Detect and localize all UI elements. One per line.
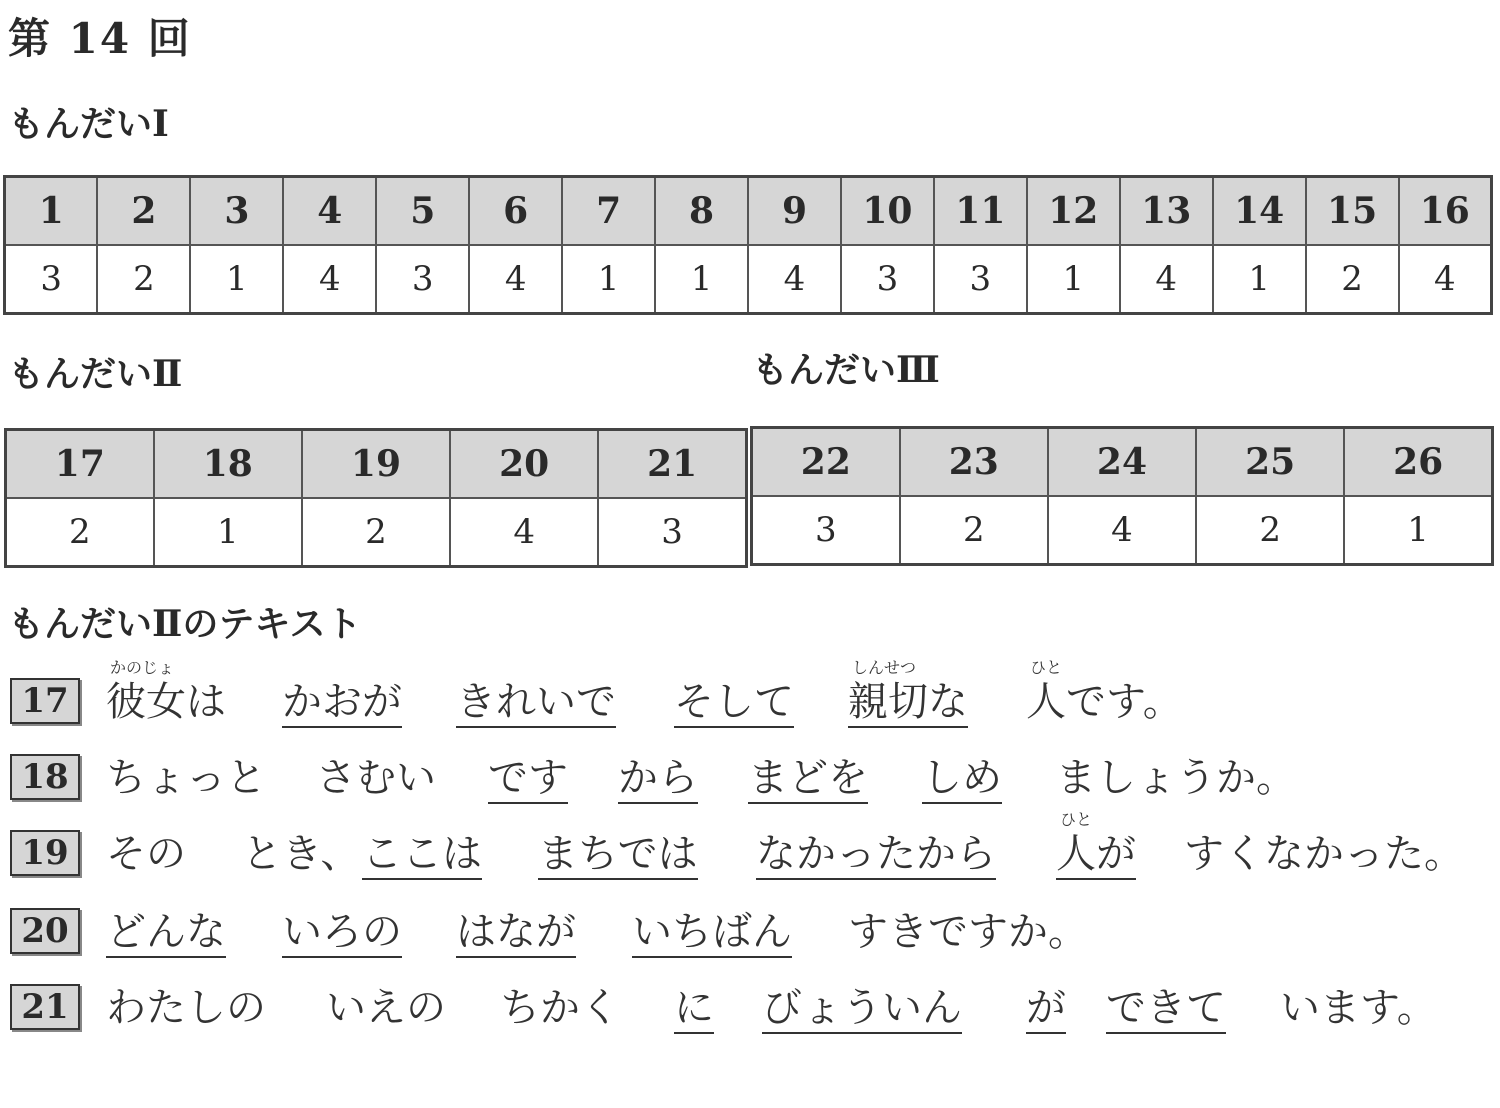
text-heading: もんだいⅡのテキスト — [8, 603, 362, 645]
text-segment: すきですか。 — [848, 909, 1088, 955]
question-number-cell: 25 — [1196, 428, 1344, 497]
furigana: かのじょ — [110, 658, 175, 677]
answer-cell: 2 — [900, 496, 1048, 565]
underlined-segment: です — [488, 758, 568, 804]
question-number-cell: 18 — [154, 430, 302, 499]
text-segment: ちょっと — [106, 755, 266, 801]
text-segment: その — [106, 831, 186, 877]
section2-answer-table — [4, 428, 748, 568]
text-segment: います。 — [1280, 985, 1437, 1031]
question-number-cell: 2 — [97, 177, 190, 246]
question-number-cell: 7 — [562, 177, 655, 246]
underlined-segment: が — [1026, 988, 1066, 1034]
question-number-cell: 20 — [450, 430, 598, 499]
answer-cell: 3 — [5, 245, 98, 314]
answer-cell: 2 — [1306, 245, 1399, 314]
answer-cell: 1 — [1027, 245, 1120, 314]
underlined-segment: に — [674, 988, 714, 1034]
question-number-badge: 21 — [10, 984, 80, 1030]
question-number-cell: 6 — [469, 177, 562, 246]
question-number-cell: 17 — [6, 430, 154, 499]
underlined-segment: びょういん — [762, 988, 962, 1034]
underlined-segment: から — [618, 758, 698, 804]
question-number-cell: 1 — [5, 177, 98, 246]
answer-cell: 3 — [598, 498, 746, 567]
answer-cell: 3 — [934, 245, 1027, 314]
answer-cell: 1 — [154, 498, 302, 567]
question-number-cell: 3 — [190, 177, 283, 246]
question-number-cell: 19 — [302, 430, 450, 499]
text-segment: さむい — [316, 755, 436, 801]
underlined-segment: まちでは — [538, 834, 698, 880]
answer-cell: 4 — [748, 245, 841, 314]
answer-cell: 1 — [190, 245, 283, 314]
question-number-cell: 5 — [376, 177, 469, 246]
furigana: しんせつ — [852, 658, 917, 677]
underlined-segment: なかったから — [756, 834, 996, 880]
answer-cell: 4 — [450, 498, 598, 567]
underlined-segment: できて — [1106, 988, 1226, 1034]
question-number-cell: 22 — [752, 428, 900, 497]
question-number-cell: 8 — [655, 177, 748, 246]
underlined-segment: いちばん — [632, 912, 792, 958]
answer-cell: 1 — [655, 245, 748, 314]
question-number-cell: 10 — [841, 177, 934, 246]
answer-cell: 4 — [283, 245, 376, 314]
answer-cell: 3 — [841, 245, 934, 314]
answer-cell: 2 — [6, 498, 154, 567]
answer-cell: 4 — [1048, 496, 1196, 565]
text-segment: すくなかった。 — [1184, 831, 1464, 877]
question-number-badge: 18 — [10, 754, 80, 800]
section3-answer-table — [750, 426, 1494, 566]
underlined-segment: はなが — [456, 912, 576, 958]
text-segment: とき、 — [242, 831, 361, 877]
question-number-cell: 15 — [1306, 177, 1399, 246]
underlined-segment: いろの — [282, 912, 402, 958]
question-number-cell: 24 — [1048, 428, 1196, 497]
answer-cell: 4 — [1120, 245, 1213, 314]
text-segment: ちかく — [500, 985, 620, 1031]
question-number-cell: 16 — [1399, 177, 1492, 246]
underlined-segment: 人が — [1056, 834, 1136, 880]
underlined-segment: しめ — [922, 758, 1002, 804]
question-number-badge: 19 — [10, 830, 80, 876]
answer-cell: 3 — [376, 245, 469, 314]
underlined-segment: まどを — [748, 758, 868, 804]
section3-heading: もんだいⅢ — [752, 349, 940, 391]
question-number-cell: 4 — [283, 177, 376, 246]
text-segment: 人です。 — [1026, 679, 1183, 725]
answer-cell: 1 — [1344, 496, 1492, 565]
underlined-segment: きれいで — [456, 682, 616, 728]
question-number-cell: 9 — [748, 177, 841, 246]
underlined-segment: どんな — [106, 912, 226, 958]
answer-cell: 3 — [752, 496, 900, 565]
answer-cell: 2 — [97, 245, 190, 314]
answer-cell: 4 — [1399, 245, 1492, 314]
page-title: 第 14 回 — [8, 14, 192, 63]
question-number-cell: 11 — [934, 177, 1027, 246]
question-number-cell: 13 — [1120, 177, 1213, 246]
question-number-cell: 26 — [1344, 428, 1492, 497]
question-number-cell: 23 — [900, 428, 1048, 497]
answer-cell: 4 — [469, 245, 562, 314]
underlined-segment: そして — [674, 682, 794, 728]
underlined-segment: 親切な — [848, 682, 968, 728]
text-segment: いえの — [326, 985, 446, 1031]
section2-heading: もんだいⅡ — [8, 353, 183, 395]
question-number-badge: 17 — [10, 678, 80, 724]
section1-heading: もんだいⅠ — [8, 103, 169, 145]
answer-cell: 1 — [1213, 245, 1306, 314]
question-number-cell: 21 — [598, 430, 746, 499]
section1-answer-table — [3, 175, 1493, 315]
answer-cell: 1 — [562, 245, 655, 314]
answer-cell: 2 — [302, 498, 450, 567]
furigana: ひと — [1030, 658, 1063, 677]
question-number-cell: 14 — [1213, 177, 1306, 246]
question-number-badge: 20 — [10, 908, 80, 954]
answer-cell: 2 — [1196, 496, 1344, 565]
text-segment: 彼女は — [106, 679, 226, 725]
furigana: ひと — [1060, 810, 1093, 829]
text-segment: わたしの — [106, 985, 266, 1031]
underlined-segment: ここは — [362, 834, 482, 880]
question-number-cell: 12 — [1027, 177, 1120, 246]
underlined-segment: かおが — [282, 682, 402, 728]
text-segment: ましょうか。 — [1056, 755, 1296, 801]
